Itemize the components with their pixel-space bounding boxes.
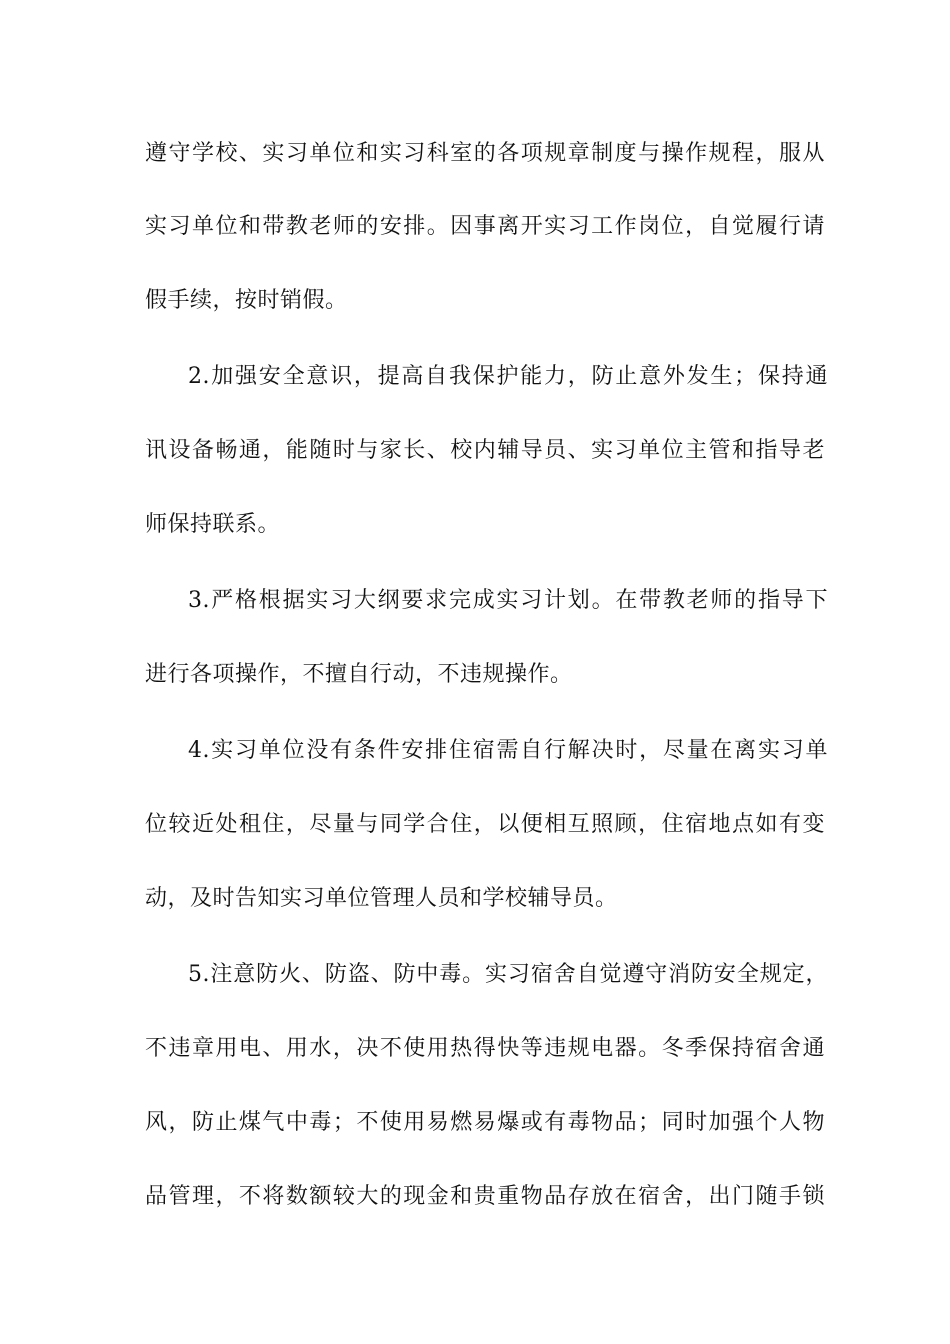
text-line: 不违章用电、用水，决不使用热得快等违规电器。冬季保持宿舍通 xyxy=(145,1036,825,1061)
text-line: 风，防止煤气中毒；不使用易燃易爆或有毒物品；同时加强个人物 xyxy=(145,1110,825,1135)
paragraph-4-start: 4.实习单位没有条件安排住宿需自行解决时，尽量在离实习单 xyxy=(188,738,828,763)
text-line: 位较近处租住，尽量与同学合住，以便相互照顾，住宿地点如有变 xyxy=(145,812,825,837)
text-line: 师保持联系。 xyxy=(145,512,281,537)
paragraph-3-start: 3.严格根据实习大纲要求完成实习计划。在带教老师的指导下 xyxy=(188,588,828,613)
text-line: 实习单位和带教老师的安排。因事离开实习工作岗位，自觉履行请 xyxy=(145,214,825,239)
text-line: 讯设备畅通，能随时与家长、校内辅导员、实习单位主管和指导老 xyxy=(145,438,825,463)
text-line: 品管理，不将数额较大的现金和贵重物品存放在宿舍，出门随手锁 xyxy=(145,1184,825,1209)
text-line: 动，及时告知实习单位管理人员和学校辅导员。 xyxy=(145,886,618,911)
paragraph-5-start: 5.注意防火、防盗、防中毒。实习宿舍自觉遵守消防安全规定， xyxy=(188,962,828,987)
text-line: 假手续，按时销假。 xyxy=(145,288,348,313)
text-line: 进行各项操作，不擅自行动，不违规操作。 xyxy=(145,662,573,687)
text-line: 遵守学校、实习单位和实习科室的各项规章制度与操作规程，服从 xyxy=(145,141,825,166)
paragraph-2-start: 2.加强安全意识，提高自我保护能力，防止意外发生；保持通 xyxy=(188,364,828,389)
